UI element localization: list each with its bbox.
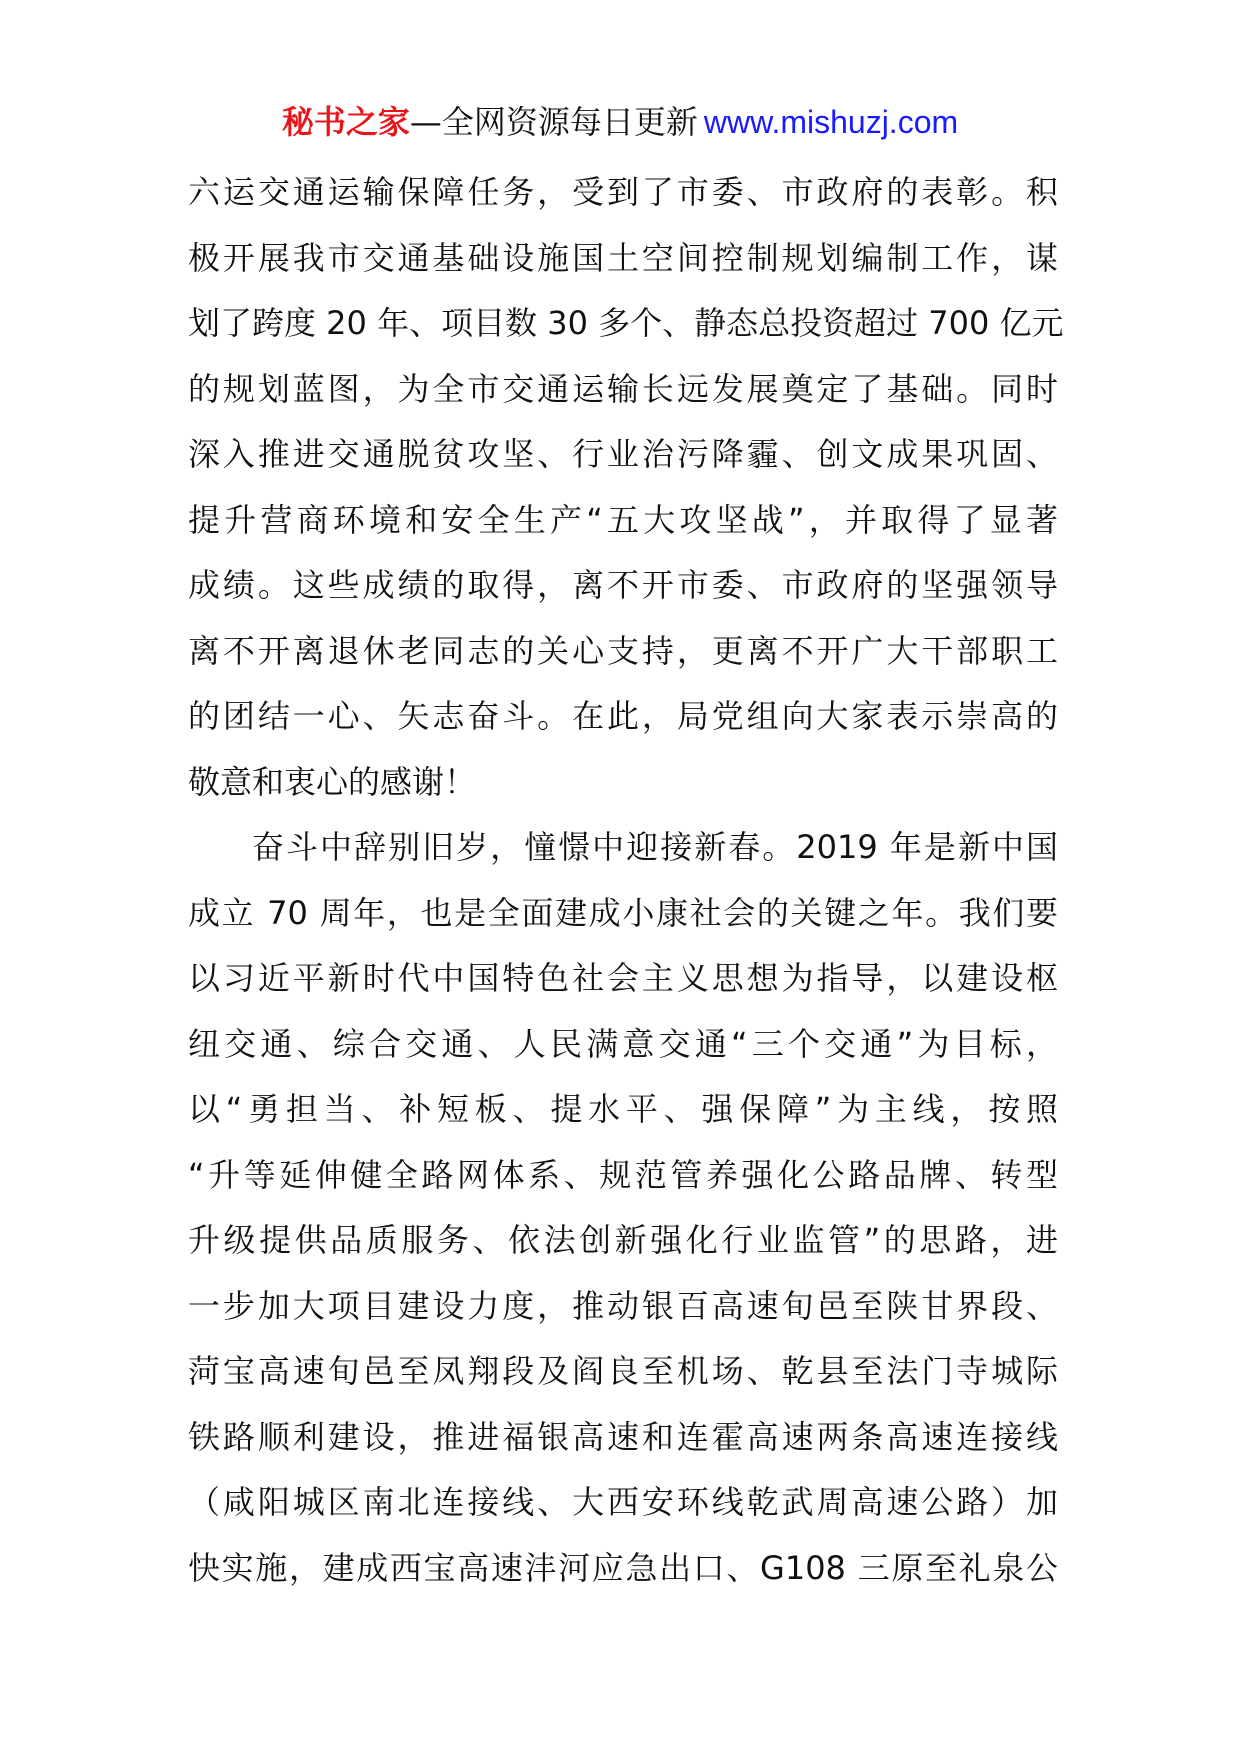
text-line: 一步加大项目建设力度，推动银百高速旬邑至陕甘界段、: [188, 1286, 1058, 1325]
text-line: 的团结一心、矢志奋斗。在此，局党组向大家表示崇高的: [188, 697, 1058, 735]
text-line: 提升营商环境和安全生产“五大攻坚战”，并取得了显著: [188, 500, 1058, 539]
text-line: 极开展我市交通基础设施国土空间控制规划编制工作，谋: [188, 238, 1058, 277]
text-line: （咸阳城区南北连接线、大西安环线乾武周高速公路）加: [188, 1483, 1058, 1521]
text-line: 六运交通运输保障任务，受到了市委、市政府的表彰。积: [188, 173, 1058, 211]
text-line: 铁路顺利建设，推进福银高速和连霍高速两条高速连接线: [188, 1417, 1058, 1456]
brand-name: 秘书之家: [281, 103, 410, 141]
text-line: 升级提供品质服务、依法创新强化行业监管”的思路，进: [188, 1221, 1058, 1259]
text-line: 成立 70 周年，也是全面建成小康社会的关键之年。我们要: [188, 893, 1058, 932]
text-line: 成绩。这些成绩的取得，离不开市委、市政府的坚强领导: [188, 566, 1058, 604]
watermark-header: [0, 100, 1240, 144]
text-line: 深入推进交通脱贫攻坚、行业治污降霾、创文成果巩固、: [188, 435, 1058, 473]
header-tagline: —全网资源每日更新: [409, 103, 698, 141]
text-line: 纽交通、综合交通、人民满意交通“三个交通”为目标，: [188, 1024, 1058, 1063]
paragraph: [188, 160, 1064, 815]
text-line: 离不开离退休老同志的关心支持，更离不开广大干部职工: [188, 631, 1058, 670]
text-line: 快实施，建成西宝高速沣河应急出口、G108 三原至礼泉公: [188, 1548, 1058, 1587]
text-line: “升等延伸健全路网体系、规范管养强化公路品牌、转型: [188, 1155, 1058, 1194]
text-line: 划了跨度 20 年、项目数 30 多个、静态总投资超过 700 亿元: [188, 304, 1064, 342]
text-line: 以习近平新时代中国特色社会主义思想为指导，以建设枢: [188, 959, 1058, 997]
document-body: [188, 160, 1064, 1601]
text-line: 敬意和衷心的感谢！: [188, 762, 477, 801]
text-line: 菏宝高速旬邑至凤翔段及阎良至机场、乾县至法门寺城际: [188, 1352, 1058, 1390]
text-line: 以“勇担当、补短板、提水平、强保障”为主线，按照: [188, 1090, 1058, 1128]
text-line: 的规划蓝图，为全市交通运输长远发展奠定了基础。同时: [188, 369, 1058, 408]
paragraph: [188, 815, 1058, 1601]
site-url[interactable]: www.mishuzj.com: [703, 104, 959, 140]
text-line: 奋斗中辞别旧岁，憧憬中迎接新春。2019 年是新中国: [252, 828, 1058, 866]
